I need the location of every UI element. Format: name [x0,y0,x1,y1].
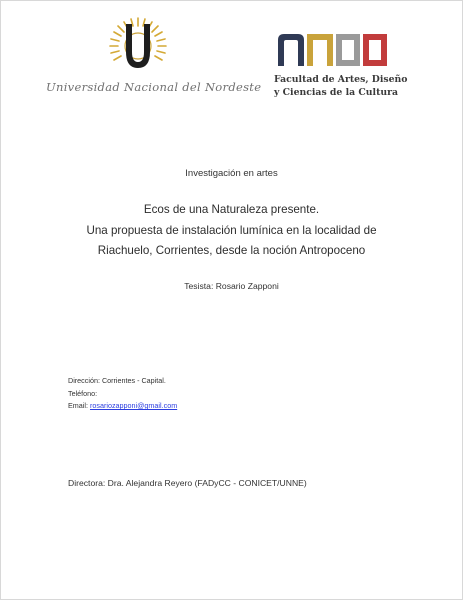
unne-logo [46,16,262,100]
faculty-name [274,73,408,99]
email-label: Email: [68,401,88,410]
email-line [68,401,177,410]
tesista-line: Tesista: Rosario Zapponi [184,281,279,291]
university-name: Universidad Nacional del Nordeste [46,80,262,94]
email-link[interactable]: rosariozapponi@gmail.com [89,401,178,410]
title-line-2: Una propuesta de instalación lumínica en la localidad de [86,224,377,237]
directora-line: Directora: Dra. Alejandra Reyero (FADyCC - CONICET/UNNE) [68,478,307,488]
faculty-name-line1: Facultad de Artes, Diseño [274,74,408,85]
unne-emblem-icon [108,16,168,76]
faculty-logo [272,32,422,102]
telefono-line: Teléfono: [68,389,98,398]
title-line-1: Ecos de una Naturaleza presente. [143,203,320,216]
faculty-squares-icon [276,32,388,68]
title-line-3: Riachuelo, Corrientes, desde la noción Antropoceno [97,244,366,257]
direccion-line: Dirección: Corrientes - Capital. [68,376,166,385]
document-kicker: Investigación en artes [185,168,278,179]
faculty-name-line2: y Ciencias de la Cultura [274,87,399,98]
